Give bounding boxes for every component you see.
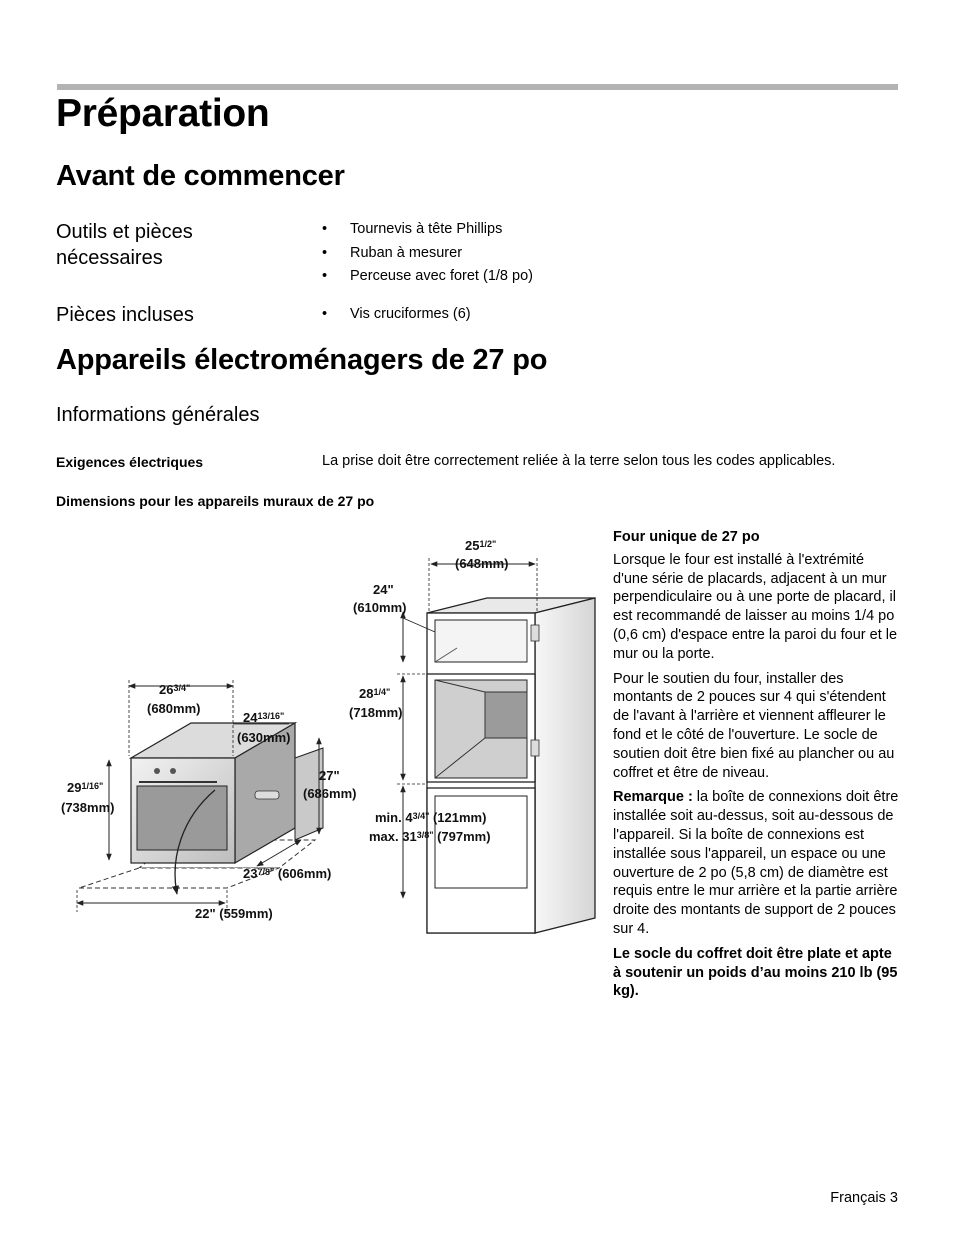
dim-label-630: (630mm) <box>237 730 291 745</box>
dim-label-648: (648mm) <box>455 556 509 571</box>
page-footer: Français 3 <box>830 1190 898 1206</box>
electrical-label: Exigences électriques <box>56 454 204 470</box>
notes-warning: Le socle du coffret doit être plate et apte à soutenir un poids d’au moins 210 lb (95 kg). <box>613 945 898 1000</box>
title-rule <box>57 84 898 90</box>
remark-text: la boîte de connexions doit être installée soit au-dessus, soit au-dessous de l'appareil. Si la boîte de connexions est installée sous l'appareil, un espace ou une ouverture de 2 po (5,8 cm) de diamètre est requis entre le mur arrière et la partie arrière droite des montants de support de 2 pouces sur 4. <box>613 789 899 937</box>
dim-label-max: max. $31^{3/8"}$ (797mm) <box>369 829 491 844</box>
section-heading-appliances: Appareils électroménagers de 27 po <box>56 344 548 376</box>
dim-label-min: min. $4^{3/4"}$ (121mm) <box>375 810 487 825</box>
dim-label-28: $28^{1/4"}$ <box>359 686 391 701</box>
electrical-text: La prise doit être correctement reliée à la terre selon tous les codes applicables. <box>322 453 836 469</box>
dim-label-26: $26^{3/4"}$ <box>159 682 191 697</box>
list-item: • Perceuse avec foret (1/8 po) <box>322 267 533 291</box>
list-item: • Vis cruciformes (6) <box>322 305 471 329</box>
installation-notes <box>613 528 903 1007</box>
dim-label-25: $25^{1/2"}$ <box>465 538 497 553</box>
oven-dimension-illustration <box>57 528 603 940</box>
dim-label-680: (680mm) <box>147 701 201 716</box>
dim-label-610: (610mm) <box>353 600 407 615</box>
notes-title: Four unique de 27 po <box>613 529 760 545</box>
tools-heading: Outils et pièces nécessaires <box>56 221 193 269</box>
dim-label-27: 27" <box>319 768 340 783</box>
dim-label-718: (718mm) <box>349 705 403 720</box>
parts-list <box>322 305 471 329</box>
dim-label-24-13-16: $24^{13/16"}$ <box>243 710 285 725</box>
dim-label-29: $29^{1/16"}$ <box>67 780 104 795</box>
list-item: • Ruban à mesurer <box>322 244 533 268</box>
dimensions-label: Dimensions pour les appareils muraux de 27 po <box>56 493 375 509</box>
dim-label-24: 24" <box>373 582 394 597</box>
section-heading-before-start: Avant de commencer <box>56 160 345 192</box>
parts-heading: Pièces incluses <box>56 304 194 326</box>
notes-paragraph-remark <box>613 788 903 938</box>
remark-label: Remarque : <box>613 789 693 806</box>
dimension-diagram <box>57 528 603 940</box>
notes-paragraph-support: Pour le soutien du four, installer des montants de 2 pouces sur 4 qui s'étendent de l'avant à l'arrière et viennent affleurer le fond et le côté de l'ouverture. Le socle de soutien doit être bien fixé au plancher ou au coffret et être de niveau. <box>613 670 895 781</box>
dim-label-738: (738mm) <box>61 800 115 815</box>
page-title: Préparation <box>56 92 270 135</box>
notes-paragraph-clearance: Lorsque le four est installé à l'extrémité d'une série de placards, adjacent à un mur perpendiculaire ou à une porte de placard, il est recommandé de laisser au moins 1/4 po (0,6 cm) d'espace entre la paroi du four et le mur ou la porte. <box>613 551 898 662</box>
dim-label-23: $23^{7/8"}$ (606mm) <box>243 866 332 881</box>
tools-list <box>322 220 533 291</box>
dim-label-22: 22" (559mm) <box>195 906 273 921</box>
dim-label-686: (686mm) <box>303 786 357 801</box>
general-info-heading: Informations générales <box>56 404 260 426</box>
list-item: • Tournevis à tête Phillips <box>322 220 533 244</box>
